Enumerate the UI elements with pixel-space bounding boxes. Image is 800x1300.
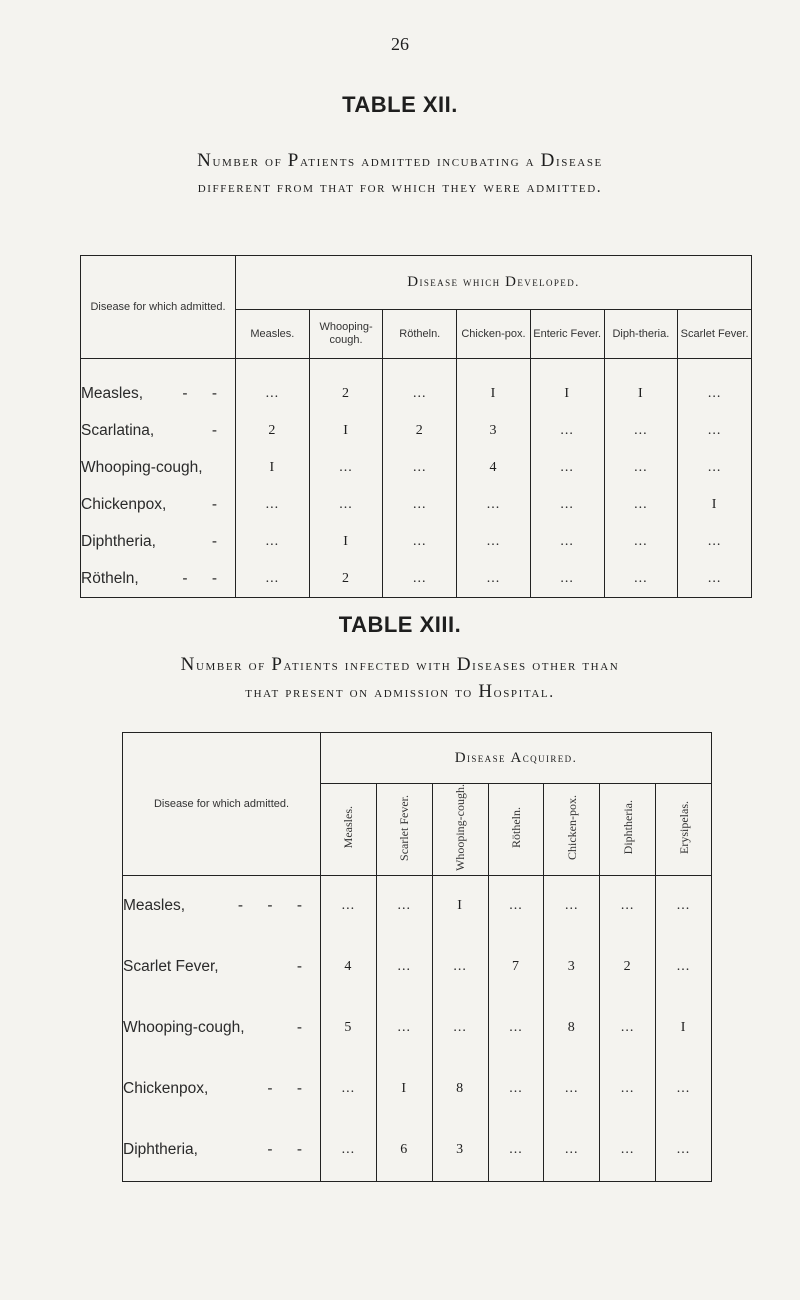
column-header: Whooping-cough.: [432, 784, 488, 876]
table-cell: I: [309, 523, 383, 560]
table-cell: ...: [321, 875, 377, 937]
row-label: Whooping-cough,: [81, 449, 236, 486]
table-cell: ...: [604, 449, 678, 486]
table-cell: ...: [604, 486, 678, 523]
table-cell: ...: [457, 560, 531, 598]
table-cell: 4: [457, 449, 531, 486]
table-cell: ...: [604, 412, 678, 449]
table-cell: ...: [544, 1059, 600, 1120]
table-cell: ...: [488, 1120, 544, 1182]
table-cell: ...: [432, 937, 488, 998]
row-label: Diphtheria, - -: [123, 1120, 321, 1182]
column-header: Scarlet Fever.: [678, 310, 752, 359]
caption-text: atients infected with: [283, 657, 457, 674]
column-header: Rötheln.: [488, 784, 544, 876]
row-label: Chickenpox, - -: [123, 1059, 321, 1120]
caption-text: that present on admission to: [245, 684, 479, 701]
table-cell: ...: [678, 449, 752, 486]
column-header: Measles.: [236, 310, 310, 359]
table-cell: I: [309, 412, 383, 449]
table-row: [81, 486, 752, 523]
table-cell: ...: [600, 875, 656, 937]
row-label: Whooping-cough, -: [123, 998, 321, 1059]
row-label: Diphtheria, -: [81, 523, 236, 560]
table-cell: ...: [236, 359, 310, 413]
table-row: [81, 359, 752, 413]
column-header: Measles.: [321, 784, 377, 876]
caption-text: umber of: [212, 153, 288, 170]
table-cell: 2: [309, 560, 383, 598]
column-header: Whooping-cough.: [309, 310, 383, 359]
page-number: 26: [391, 34, 409, 54]
table-cell: ...: [309, 486, 383, 523]
column-header: Chicken-pox.: [544, 784, 600, 876]
table-cell: ...: [236, 523, 310, 560]
table-cell: ...: [600, 1120, 656, 1182]
table-cell: I: [656, 998, 712, 1059]
row-label: Measles, - -: [81, 359, 236, 413]
table-cell: I: [604, 359, 678, 413]
table-cell: I: [376, 1059, 432, 1120]
table-cell: ...: [383, 523, 457, 560]
table-cell: 2: [236, 412, 310, 449]
caption-cap: P: [287, 150, 300, 171]
table-cell: ...: [236, 486, 310, 523]
table-cell: ...: [383, 486, 457, 523]
table-cell: I: [678, 486, 752, 523]
table-row: [81, 523, 752, 560]
table-cell: ...: [656, 937, 712, 998]
table-cell: ...: [432, 998, 488, 1059]
table-row: [81, 412, 752, 449]
table-cell: ...: [457, 523, 531, 560]
table-cell: 3: [457, 412, 531, 449]
table-row: [123, 1120, 712, 1182]
table-cell: 3: [432, 1120, 488, 1182]
table-cell: 5: [321, 998, 377, 1059]
caption-cap: D: [540, 150, 556, 171]
table-cell: 8: [432, 1059, 488, 1120]
table-xiii-title: TABLE XIII.: [338, 612, 462, 637]
table-cell: ...: [530, 412, 604, 449]
table-cell: 8: [544, 998, 600, 1059]
row-label: Rötheln, - -: [81, 560, 236, 598]
table-cell: ...: [544, 875, 600, 937]
table-cell: I: [457, 359, 531, 413]
table-row: [81, 560, 752, 598]
table-row: [123, 1059, 712, 1120]
caption-text: iseases other than: [472, 657, 620, 674]
table-cell: ...: [678, 359, 752, 413]
row-label: Measles, - - -: [123, 875, 321, 937]
table-cell: ...: [604, 523, 678, 560]
table-cell: ...: [604, 560, 678, 598]
column-header: Scarlet Fever.: [376, 784, 432, 876]
caption-line-2: different from that for which they were admitted.: [197, 179, 603, 196]
table-row: [81, 449, 752, 486]
table-cell: ...: [678, 560, 752, 598]
group-header: Disease which Developed.: [236, 256, 752, 310]
caption-cap: N: [197, 150, 213, 171]
table-row: [123, 875, 712, 937]
table-cell: I: [236, 449, 310, 486]
row-label: Scarlatina, -: [81, 412, 236, 449]
table-row: [123, 998, 712, 1059]
table-xii-title: TABLE XII.: [342, 92, 458, 117]
table-xii: [80, 255, 752, 598]
table-cell: ...: [321, 1059, 377, 1120]
table-cell: ...: [488, 875, 544, 937]
table-cell: 7: [488, 937, 544, 998]
table-xiii: [122, 732, 712, 1182]
caption-cap: H: [478, 681, 494, 702]
group-header: Disease Acquired.: [321, 733, 712, 784]
table-cell: 2: [600, 937, 656, 998]
table-cell: 2: [309, 359, 383, 413]
caption-cap: P: [271, 654, 284, 675]
table-cell: ...: [383, 359, 457, 413]
table-cell: ...: [600, 1059, 656, 1120]
column-header: Diphtheria.: [600, 784, 656, 876]
table-xiii-caption: [40, 652, 760, 706]
row-label: Scarlet Fever, -: [123, 937, 321, 998]
stub-header: Disease for which admitted.: [123, 733, 321, 876]
table-cell: ...: [530, 449, 604, 486]
caption-cap: D: [456, 654, 473, 675]
table-cell: ...: [236, 560, 310, 598]
table-cell: 2: [383, 412, 457, 449]
table-xii-caption: [40, 148, 760, 201]
stub-header: Disease for which admitted.: [81, 256, 236, 359]
table-cell: ...: [309, 449, 383, 486]
table-cell: ...: [488, 998, 544, 1059]
table-cell: ...: [383, 449, 457, 486]
caption-text: ospital.: [493, 684, 555, 701]
table-cell: ...: [457, 486, 531, 523]
table-cell: ...: [530, 560, 604, 598]
table-cell: ...: [376, 875, 432, 937]
caption-text: isease: [555, 153, 603, 170]
table-cell: ...: [376, 998, 432, 1059]
table-cell: ...: [488, 1059, 544, 1120]
table-cell: ...: [321, 1120, 377, 1182]
table-cell: ...: [544, 1120, 600, 1182]
table-cell: I: [432, 875, 488, 937]
table-cell: ...: [530, 486, 604, 523]
table-cell: ...: [600, 998, 656, 1059]
table-cell: ...: [376, 937, 432, 998]
table-cell: ...: [656, 1059, 712, 1120]
table-cell: ...: [678, 523, 752, 560]
column-header: Rötheln.: [383, 310, 457, 359]
table-cell: ...: [656, 875, 712, 937]
table-cell: ...: [678, 412, 752, 449]
table-cell: I: [530, 359, 604, 413]
table-cell: 4: [321, 937, 377, 998]
row-label: Chickenpox, -: [81, 486, 236, 523]
caption-cap: N: [180, 654, 196, 675]
column-header: Chicken-pox.: [457, 310, 531, 359]
caption-text: atients admitted incubating a: [299, 153, 541, 170]
table-cell: 3: [544, 937, 600, 998]
table-cell: ...: [530, 523, 604, 560]
table-row: [123, 937, 712, 998]
column-header: Enteric Fever.: [530, 310, 604, 359]
table-cell: ...: [383, 560, 457, 598]
column-header: Erysipelas.: [656, 784, 712, 876]
column-header: Diph-theria.: [604, 310, 678, 359]
table-cell: ...: [656, 1120, 712, 1182]
caption-text: umber of: [196, 657, 272, 674]
table-cell: 6: [376, 1120, 432, 1182]
